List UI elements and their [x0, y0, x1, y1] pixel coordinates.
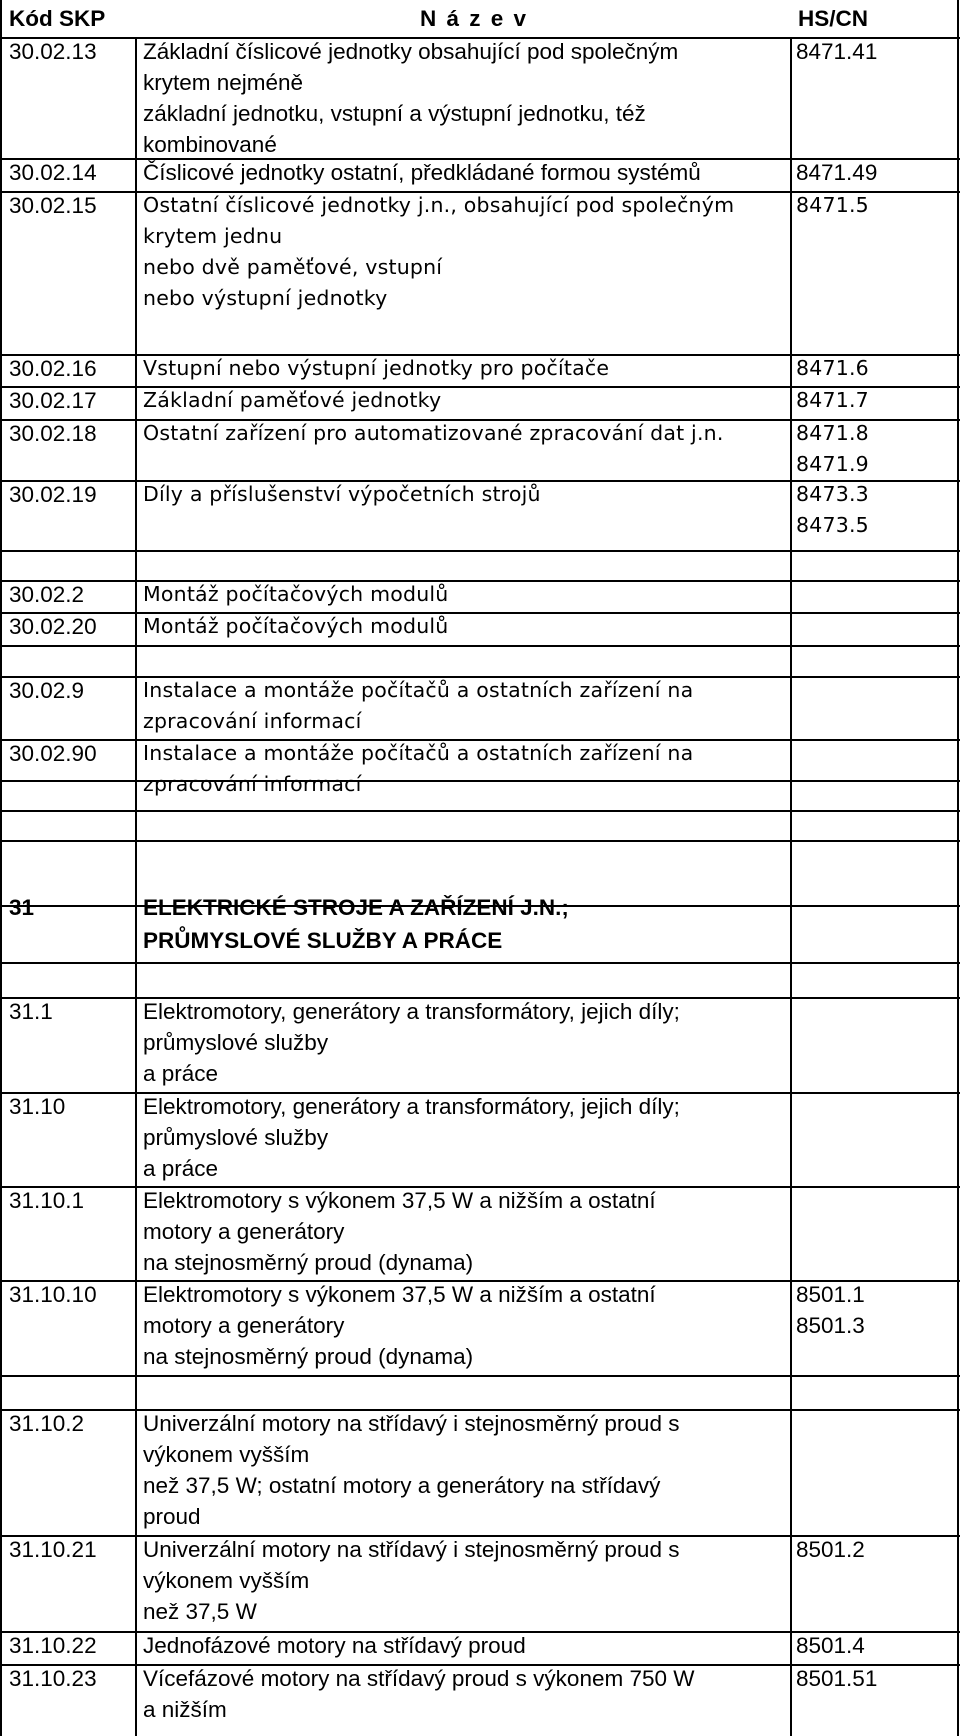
name-line: Elektromotory, generátory a transformátory, jejich díly;	[143, 1094, 680, 1119]
row-divider	[0, 645, 960, 647]
name-line: motory a generátory	[143, 1313, 345, 1338]
row-divider	[0, 419, 960, 421]
name-line: průmyslové služby	[143, 1030, 329, 1055]
row-divider	[0, 739, 960, 741]
name-line: na stejnosměrný proud (dynama)	[143, 1250, 474, 1275]
code-cell: 30.02.15	[9, 193, 97, 218]
hs-code: 8501.2	[796, 1537, 865, 1562]
name-line: motory a generátory	[143, 1219, 345, 1244]
name-line: Instalace a montáže počítačů a ostatních zařízení na	[143, 741, 694, 765]
row-divider	[0, 1409, 960, 1411]
row-divider	[0, 480, 960, 482]
row-divider	[0, 386, 960, 388]
name-line: Ostatní zařízení pro automatizované zpracování dat j.n.	[143, 421, 724, 445]
row-divider	[0, 191, 960, 193]
row-divider	[0, 962, 960, 964]
code-cell: 30.02.90	[9, 741, 97, 766]
name-line: Elektromotory s výkonem 37,5 W a nižším a ostatní	[143, 1282, 656, 1307]
code-cell: 30.02.13	[9, 39, 97, 64]
name-line: kombinované	[143, 132, 277, 157]
name-line: krytem jednu	[143, 224, 283, 248]
name-line: než 37,5 W	[143, 1599, 257, 1624]
name-line: Základní paměťové jednotky	[143, 388, 442, 412]
hs-code: 8471.41	[796, 39, 878, 64]
row-divider	[0, 1535, 960, 1537]
row-divider	[0, 840, 960, 842]
row-divider	[0, 354, 960, 356]
name-line: nebo výstupní jednotky	[143, 286, 388, 310]
name-line: a nižším	[143, 1697, 227, 1722]
hs-code: 8471.6	[796, 356, 869, 380]
code-cell: 31.10.2	[9, 1411, 85, 1436]
hs-code: 8471.9	[796, 452, 869, 476]
code-cell: 31.1	[9, 999, 53, 1024]
hs-code: 8471.8	[796, 421, 869, 445]
column-divider	[0, 0, 2, 1736]
code-cell: 30.02.17	[9, 388, 97, 413]
name-line: zpracování informací	[143, 709, 362, 733]
name-line: ELEKTRICKÉ STROJE A ZAŘÍZENÍ J.N.;	[143, 895, 569, 920]
name-line: Ostatní číslicové jednotky j.n., obsahující pod společným	[143, 193, 735, 217]
hs-code: 8471.7	[796, 388, 869, 412]
name-line: proud	[143, 1504, 201, 1529]
code-cell: 31.10.1	[9, 1188, 85, 1213]
name-line: Elektromotory s výkonem 37,5 W a nižším a ostatní	[143, 1188, 656, 1213]
hs-code: 8473.5	[796, 513, 869, 537]
name-line: než 37,5 W; ostatní motory a generátory na střídavý	[143, 1473, 661, 1498]
code-cell: 30.02.19	[9, 482, 97, 507]
name-line: Jednofázové motory na střídavý proud	[143, 1633, 526, 1658]
name-line: Číslicové jednotky ostatní, předkládané formou systémů	[143, 160, 701, 185]
row-divider	[0, 676, 960, 678]
row-divider	[0, 997, 960, 999]
hs-code: 8471.49	[796, 160, 878, 185]
column-divider	[957, 0, 959, 1736]
code-cell: 31	[9, 895, 35, 920]
row-divider	[0, 810, 960, 812]
table-header	[0, 0, 960, 36]
name-line: výkonem vyšším	[143, 1568, 310, 1593]
name-line: Vícefázové motory na střídavý proud s výkonem 750 W	[143, 1666, 695, 1691]
header-name: N á z e v	[420, 6, 529, 31]
code-cell: 31.10	[9, 1094, 66, 1119]
name-line: Díly a příslušenství výpočetních strojů	[143, 482, 541, 506]
row-divider	[0, 780, 960, 782]
code-cell: 30.02.20	[9, 614, 97, 639]
row-divider	[0, 612, 960, 614]
hs-code: 8473.3	[796, 482, 869, 506]
hs-code: 8501.51	[796, 1666, 878, 1691]
code-cell: 30.02.9	[9, 678, 85, 703]
name-line: výkonem vyšším	[143, 1442, 310, 1467]
name-line: na stejnosměrný proud (dynama)	[143, 1344, 474, 1369]
row-divider	[0, 550, 960, 552]
code-cell: 30.02.16	[9, 356, 97, 381]
row-divider	[0, 1631, 960, 1633]
name-line: Základní číslicové jednotky obsahující pod společným	[143, 39, 679, 64]
name-line: Montáž počítačových modulů	[143, 614, 449, 638]
row-divider	[0, 1375, 960, 1377]
name-line: základní jednotku, vstupní a výstupní jednotku, též	[143, 101, 646, 126]
row-divider	[0, 1186, 960, 1188]
code-cell: 31.10.23	[9, 1666, 97, 1691]
name-line: Vstupní nebo výstupní jednotky pro počítače	[143, 356, 610, 380]
name-line: zpracování informací	[143, 772, 362, 796]
hs-code: 8501.4	[796, 1633, 865, 1658]
code-cell: 31.10.22	[9, 1633, 97, 1658]
name-line: Montáž počítačových modulů	[143, 582, 449, 606]
hs-code: 8501.1	[796, 1282, 865, 1307]
name-line: Elektromotory, generátory a transformátory, jejich díly;	[143, 999, 680, 1024]
row-divider	[0, 1092, 960, 1094]
code-cell: 30.02.14	[9, 160, 97, 185]
row-divider	[0, 1280, 960, 1282]
code-cell: 31.10.10	[9, 1282, 97, 1307]
hs-code: 8471.5	[796, 193, 869, 217]
row-divider	[0, 1664, 960, 1666]
name-line: nebo dvě paměťové, vstupní	[143, 255, 443, 279]
hs-code: 8501.3	[796, 1313, 865, 1338]
name-line: krytem nejméně	[143, 70, 304, 95]
header-code: Kód SKP	[9, 6, 106, 31]
column-divider	[790, 37, 792, 1736]
name-line: a práce	[143, 1061, 219, 1086]
row-divider	[0, 37, 960, 39]
name-line: PRŮMYSLOVÉ SLUŽBY A PRÁCE	[143, 928, 503, 953]
name-line: a práce	[143, 1156, 219, 1181]
name-line: Univerzální motory na střídavý i stejnosměrný proud s	[143, 1537, 680, 1562]
name-line: průmyslové služby	[143, 1125, 329, 1150]
column-divider	[135, 37, 137, 1736]
header-hs: HS/CN	[798, 6, 869, 31]
code-cell: 30.02.2	[9, 582, 85, 607]
name-line: Univerzální motory na střídavý i stejnosměrný proud s	[143, 1411, 680, 1436]
code-cell: 31.10.21	[9, 1537, 97, 1562]
name-line: Instalace a montáže počítačů a ostatních zařízení na	[143, 678, 694, 702]
row-divider	[0, 905, 960, 907]
row-divider	[0, 158, 960, 160]
code-cell: 30.02.18	[9, 421, 97, 446]
row-divider	[0, 580, 960, 582]
